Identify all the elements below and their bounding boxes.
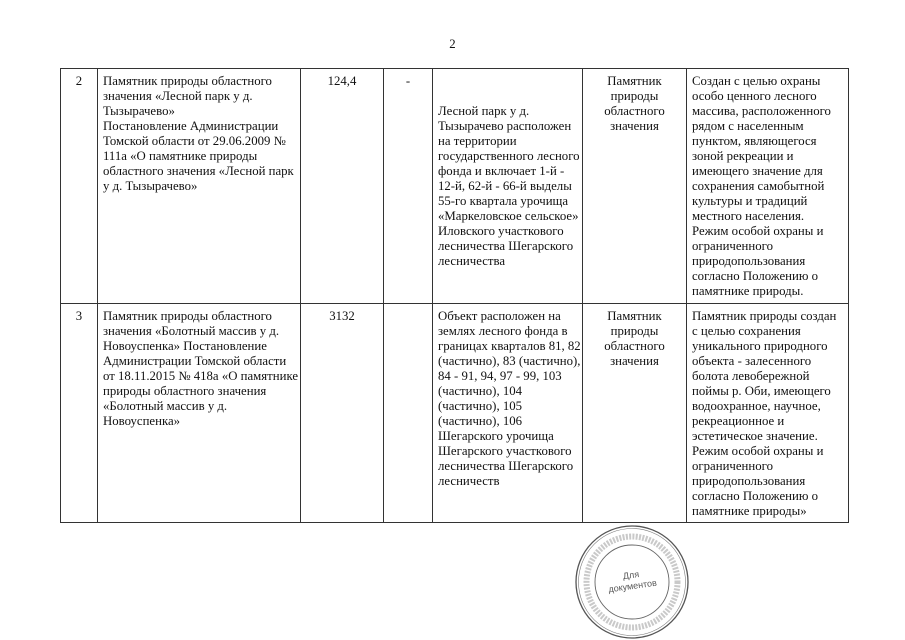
- text-line: ограниченного: [692, 239, 773, 253]
- text-line: лесничества Шегарского: [438, 459, 574, 473]
- text-line: «Маркеловское сельское»: [438, 209, 579, 223]
- text-line: землях лесного фонда в: [438, 324, 568, 338]
- text-line: природы: [610, 89, 659, 103]
- text-line: эстетическое значение.: [692, 429, 818, 443]
- text-line: рекреационное и: [692, 414, 785, 428]
- text-line: культуры и традиций: [692, 194, 808, 208]
- page-number: 2: [449, 37, 456, 51]
- text-line: местного населения.: [692, 209, 805, 223]
- text-line: пунктом, являющегося: [692, 134, 817, 148]
- text-line: природопользования: [692, 254, 806, 268]
- stamp-seal: [572, 522, 694, 640]
- text-line: Шегарского участкового: [438, 444, 572, 458]
- text-line: на территории: [438, 134, 517, 148]
- text-line: памятнике природы.: [692, 284, 804, 298]
- text-line: 84 - 91, 94, 97 - 99, 103: [438, 369, 562, 383]
- text-line: (частично), 105: [438, 399, 523, 413]
- text-line: Шегарского урочища: [438, 429, 554, 443]
- text-line: областного: [604, 104, 665, 118]
- extra-value-cell: -: [384, 69, 433, 304]
- text-line: Лесной парк у д.: [438, 104, 530, 118]
- text-line: особо ценного лесного: [692, 89, 817, 103]
- location-cell: [433, 304, 583, 523]
- text-line: природы: [610, 324, 659, 338]
- stamp-text-line2: документов: [607, 577, 658, 595]
- text-line: у д. Тызырачево»: [103, 179, 198, 193]
- area-cell: 124,4: [301, 69, 384, 304]
- text-line: природы областного значения: [103, 384, 267, 398]
- text-line: значения: [610, 119, 659, 133]
- text-line: массива, расположенного: [692, 104, 831, 118]
- text-line: поймы р. Оби, имеющего: [692, 384, 831, 398]
- object-name-cell: [98, 69, 301, 304]
- text-line: Памятник природы создан: [692, 309, 837, 323]
- text-line: уникального природного: [692, 339, 828, 353]
- text-line: 111а «О памятнике природы: [103, 149, 258, 163]
- text-line: Новоуспенка»: [103, 414, 181, 428]
- text-line: с целью сохранения: [692, 324, 801, 338]
- text-line: лесничества: [438, 254, 506, 268]
- area-cell: 3132: [301, 304, 384, 523]
- text-line: памятнике природы»: [692, 504, 807, 518]
- text-line: зоной рекреации и: [692, 149, 794, 163]
- text-line: (частично), 106: [438, 414, 523, 428]
- text-line: Режим особой охраны и: [692, 224, 824, 238]
- text-line: объекта - залесенного: [692, 354, 812, 368]
- row-number-cell: 2: [61, 69, 98, 304]
- text-line: 55-го квартала урочища: [438, 194, 569, 208]
- text-line: границах кварталов 81, 82: [438, 339, 581, 353]
- text-line: Новоуспенка» Постановление: [103, 339, 267, 353]
- text-line: ограниченного: [692, 459, 773, 473]
- text-line: Администрации Томской области: [103, 354, 287, 368]
- text-line: (частично), 83 (частично),: [438, 354, 581, 368]
- text-line: значения: [610, 354, 659, 368]
- text-line: фонда и включает 1-й -: [438, 164, 565, 178]
- table-row: [61, 304, 849, 523]
- table-row: [61, 69, 849, 304]
- purpose-cell: [687, 304, 849, 523]
- text-line: государственного лесного: [438, 149, 580, 163]
- text-line: Томской области от 29.06.2009 №: [103, 134, 286, 148]
- text-line: областного значения «Лесной парк: [103, 164, 294, 178]
- text-line: (частично), 104: [438, 384, 523, 398]
- text-line: Тызырачево расположен: [438, 119, 572, 133]
- extra-value-cell: [384, 304, 433, 523]
- text-line: Постановление Администрации: [103, 119, 279, 133]
- purpose-cell: [687, 69, 849, 304]
- text-line: Памятник: [607, 309, 662, 323]
- row-number-cell: 3: [61, 304, 98, 523]
- stamp-text-line1: Для: [622, 568, 640, 582]
- text-line: областного: [604, 339, 665, 353]
- text-line: согласно Положению о: [692, 489, 819, 503]
- text-line: болота левобережной: [692, 369, 810, 383]
- text-line: лесничества Шегарского: [438, 239, 574, 253]
- category-cell: [583, 69, 687, 304]
- text-line: имеющего значение для: [692, 164, 823, 178]
- text-line: водоохранное, научное,: [692, 399, 821, 413]
- text-line: природопользования: [692, 474, 806, 488]
- text-line: Режим особой охраны и: [692, 444, 824, 458]
- text-line: Тызырачево»: [103, 104, 175, 118]
- location-cell: [433, 69, 583, 304]
- text-line: Создан с целью охраны: [692, 74, 821, 88]
- text-line: Памятник природы областного: [103, 309, 272, 323]
- text-line: Памятник природы областного: [103, 74, 272, 88]
- text-line: от 18.11.2015 № 418а «О памятнике: [103, 369, 299, 383]
- text-line: значения «Лесной парк у д.: [103, 89, 253, 103]
- text-line: сохранения самобытной: [692, 179, 825, 193]
- text-line: Памятник: [607, 74, 662, 88]
- text-line: согласно Положению о: [692, 269, 819, 283]
- category-cell: [583, 304, 687, 523]
- text-line: значения «Болотный массив у д.: [103, 324, 280, 338]
- text-line: рядом с населенным: [692, 119, 804, 133]
- data-table: [60, 68, 849, 523]
- text-line: Объект расположен на: [438, 309, 561, 323]
- object-name-cell: [98, 304, 301, 523]
- text-line: лесничеств: [438, 474, 500, 488]
- text-line: Иловского участкового: [438, 224, 564, 238]
- text-line: 12-й, 62-й - 66-й выделы: [438, 179, 572, 193]
- text-line: «Болотный массив у д.: [103, 399, 228, 413]
